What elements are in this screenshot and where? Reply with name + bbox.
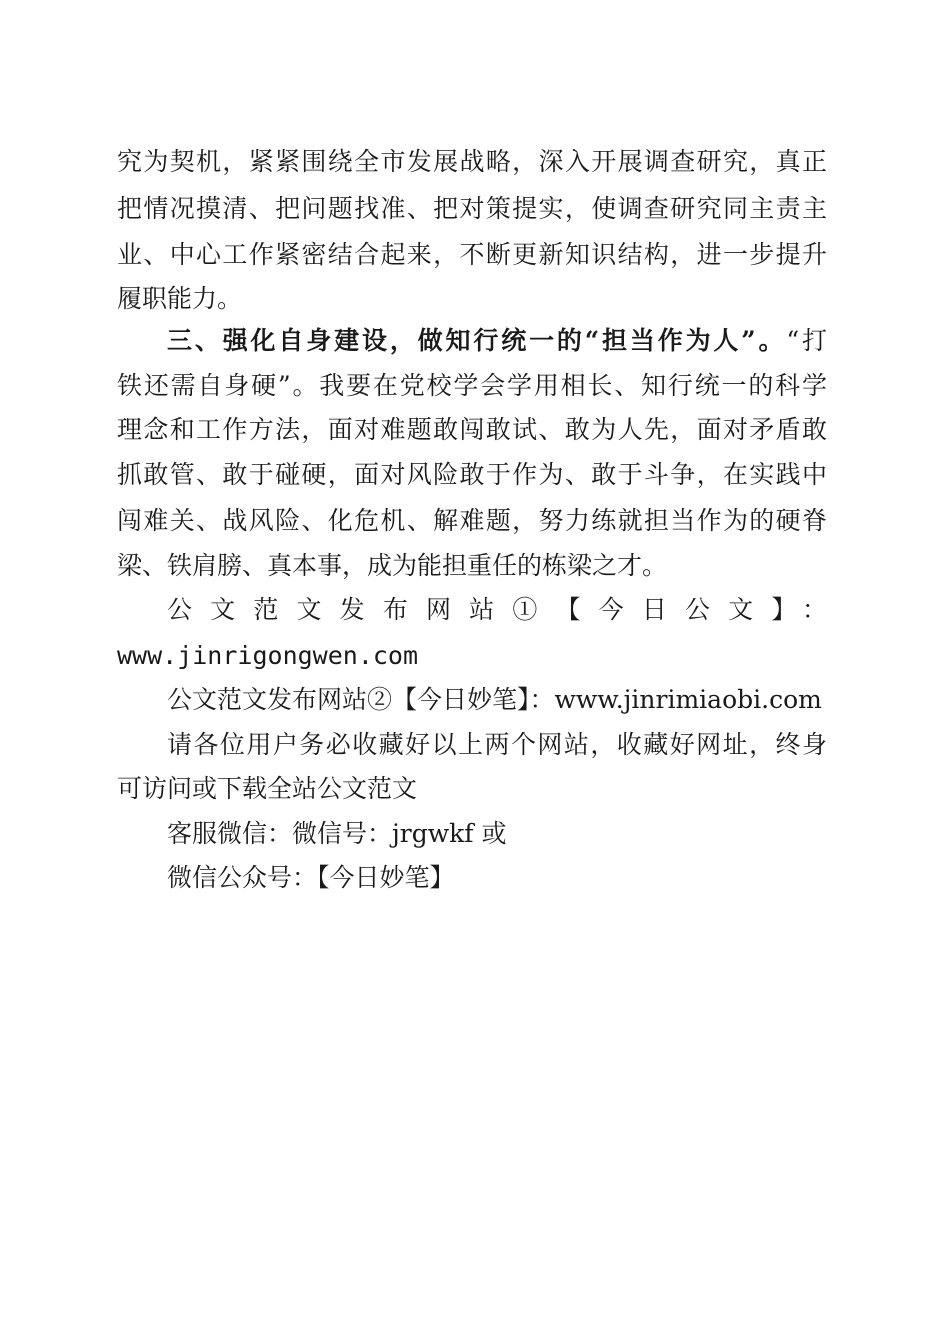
section-heading-line <box>167 325 827 357</box>
paragraph-line: 履职能力。 <box>117 284 243 313</box>
paragraph-line: 梁、铁肩膀、真本事，成为能担重任的栋梁之才。 <box>117 551 668 580</box>
wechat-account-line: 微信公众号：【今日妙笔】 <box>167 863 455 892</box>
notice-line: 请各位用户务必收藏好以上两个网站，收藏好网址，终身 <box>167 730 827 759</box>
paragraph-line: 抓敢管、敢于碰硬，面对风险敢于作为、敢于斗争，在实践中 <box>117 460 827 489</box>
section-heading: 三、强化自身建设，做知行统一的“担当作为人”。 <box>167 326 787 355</box>
paragraph-text: “打 <box>786 326 828 355</box>
paragraph-line: 理念和工作方法，面对难题敢闯敢试、敢为人先，面对矛盾敢 <box>117 415 827 444</box>
site1-line: 公文范文发布网站①【今日公文】： <box>167 595 827 624</box>
paragraph-line: 究为契机，紧紧围绕全市发展战略，深入开展调查研究，真正 <box>117 147 827 176</box>
paragraph-line: 铁还需自身硬”。我要在党校学会学用相长、知行统一的科学 <box>117 371 827 400</box>
site1-url-link[interactable]: www.jinrigongwen.com <box>117 641 419 670</box>
paragraph-line: 业、中心工作紧密结合起来，不断更新知识结构，进一步提升 <box>117 240 827 269</box>
paragraph-line: 把情况摸清、把问题找准、把对策提实，使调查研究同主责主 <box>117 194 827 223</box>
notice-line: 可访问或下载全站公文范文 <box>117 774 418 803</box>
paragraph-line: 闯难关、战风险、化危机、解难题，努力练就担当作为的硬脊 <box>117 506 827 535</box>
service-wechat-line: 客服微信：微信号：jrgwkf 或 <box>167 819 507 848</box>
site2-line: 公文范文发布网站②【今日妙笔】：www.jinrimiaobi.com <box>167 685 822 714</box>
